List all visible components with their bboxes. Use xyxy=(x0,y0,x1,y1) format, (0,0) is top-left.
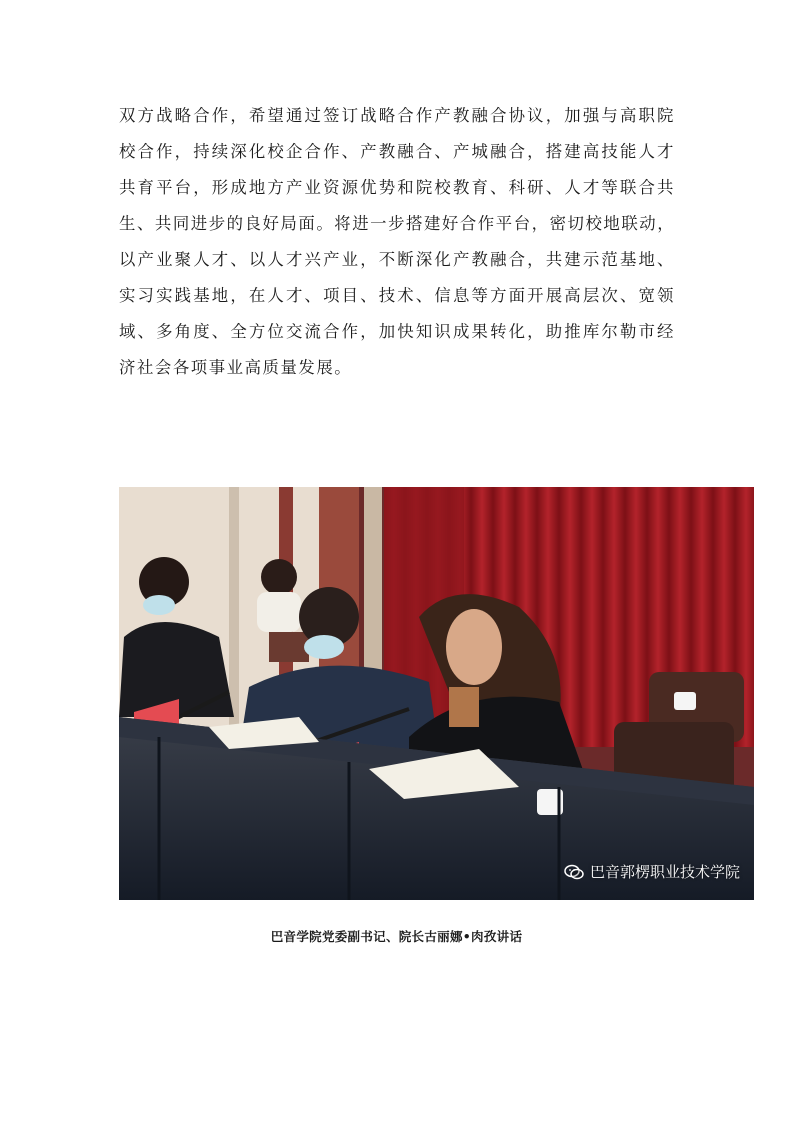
article-body xyxy=(119,98,675,386)
article-line: 共育平台，形成地方产业资源优势和院校教育、科研、人才等联合共 xyxy=(119,178,675,197)
watermark-text: 巴音郭楞职业技术学院 xyxy=(589,863,740,881)
article-line: 校合作，持续深化校企合作、产教融合、产城融合，搭建高技能人才 xyxy=(119,142,675,161)
article-line: 以产业聚人才、以人才兴产业，不断深化产教融合，共建示范基地、 xyxy=(119,250,675,269)
article-line: 域、多角度、全方位交流合作，加快知识成果转化，助推库尔勒市经 xyxy=(119,322,675,341)
meeting-photo xyxy=(119,487,754,900)
article-line: 济社会各项事业高质量发展。 xyxy=(119,358,353,377)
photo-watermark xyxy=(564,861,740,882)
wechat-icon xyxy=(564,864,584,880)
article-line: 生、共同进步的良好局面。将进一步搭建好合作平台，密切校地联动， xyxy=(119,214,675,233)
photo-caption: 巴音学院党委副书记、院长古丽娜•肉孜讲话 xyxy=(270,929,523,944)
article-line: 实习实践基地，在人才、项目、技术、信息等方面开展高层次、宽领 xyxy=(119,286,675,305)
article-line: 双方战略合作，希望通过签订战略合作产教融合协议，加强与高职院 xyxy=(119,106,675,125)
meeting-photo-illustration xyxy=(119,487,754,900)
